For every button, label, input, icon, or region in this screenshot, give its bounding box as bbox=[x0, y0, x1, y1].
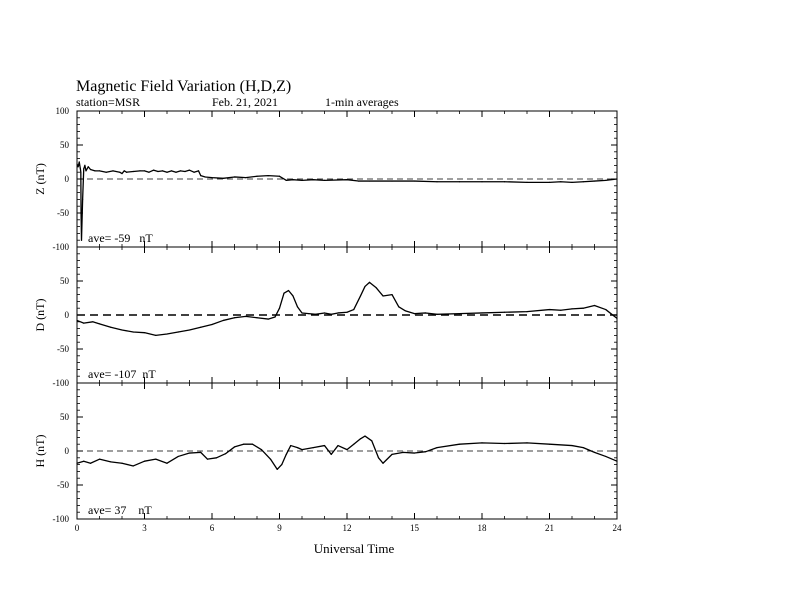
data-point bbox=[124, 170, 125, 171]
data-point bbox=[583, 308, 584, 309]
data-point bbox=[223, 320, 224, 321]
data-point bbox=[315, 314, 316, 315]
data-point bbox=[99, 459, 100, 460]
data-point bbox=[153, 170, 154, 171]
data-point bbox=[121, 173, 122, 174]
data-point bbox=[144, 332, 145, 333]
data-point bbox=[157, 171, 158, 172]
data-point bbox=[268, 318, 269, 319]
data-point bbox=[605, 180, 606, 181]
data-point bbox=[481, 442, 482, 443]
data-point bbox=[481, 312, 482, 313]
data-point bbox=[99, 323, 100, 324]
panels-group bbox=[33, 106, 618, 524]
data-point bbox=[301, 312, 302, 313]
data-point bbox=[126, 172, 127, 173]
data-point bbox=[277, 469, 278, 470]
data-point bbox=[144, 170, 145, 171]
panel-h bbox=[33, 383, 618, 524]
date-label: Feb. 21, 2021 bbox=[212, 95, 278, 109]
data-point bbox=[166, 333, 167, 334]
data-point bbox=[331, 314, 332, 315]
x-axis bbox=[75, 523, 622, 533]
data-point bbox=[313, 447, 314, 448]
data-point bbox=[459, 181, 460, 182]
data-point bbox=[594, 305, 595, 306]
data-point bbox=[605, 456, 606, 457]
data-point bbox=[76, 463, 77, 464]
data-point bbox=[234, 176, 235, 177]
data-point bbox=[252, 444, 253, 445]
data-point bbox=[155, 335, 156, 336]
data-point bbox=[79, 161, 80, 162]
data-point bbox=[391, 454, 392, 455]
data-point bbox=[85, 170, 86, 171]
data-point bbox=[364, 286, 365, 287]
data-point bbox=[369, 180, 370, 181]
data-point bbox=[308, 313, 309, 314]
y-axis-label: D (nT) bbox=[33, 298, 47, 332]
data-point bbox=[583, 447, 584, 448]
data-point bbox=[571, 182, 572, 183]
data-point bbox=[346, 179, 347, 180]
data-point bbox=[369, 282, 370, 283]
x-tick-label: 3 bbox=[142, 523, 147, 533]
averaging-label: 1-min averages bbox=[325, 95, 399, 109]
y-tick-label: -100 bbox=[52, 378, 69, 388]
y-axis-label: H (nT) bbox=[33, 434, 47, 468]
x-tick-label: 6 bbox=[209, 523, 215, 533]
data-point bbox=[360, 295, 361, 296]
data-point bbox=[76, 320, 77, 321]
y-tick-label: 100 bbox=[55, 106, 69, 116]
data-point bbox=[526, 182, 527, 183]
data-point bbox=[583, 181, 584, 182]
data-point bbox=[301, 449, 302, 450]
y-tick-label: -50 bbox=[57, 344, 69, 354]
data-point bbox=[84, 165, 85, 166]
data-point bbox=[436, 314, 437, 315]
data-point bbox=[155, 459, 156, 460]
data-point bbox=[261, 449, 262, 450]
data-point bbox=[391, 180, 392, 181]
y-tick-label: 50 bbox=[60, 140, 69, 150]
data-point bbox=[425, 451, 426, 452]
data-point bbox=[81, 240, 82, 241]
average-label: ave= 37 nT bbox=[88, 503, 152, 517]
data-point bbox=[133, 465, 134, 466]
data-point bbox=[166, 172, 167, 173]
data-point bbox=[121, 329, 122, 330]
data-point bbox=[106, 172, 107, 173]
panel-z bbox=[33, 106, 618, 252]
y-tick-label: -100 bbox=[52, 242, 69, 252]
data-point bbox=[346, 312, 347, 313]
data-point bbox=[110, 461, 111, 462]
data-point bbox=[234, 446, 235, 447]
data-point bbox=[605, 309, 606, 310]
data-point bbox=[243, 444, 244, 445]
station-label: station=MSR bbox=[76, 95, 141, 109]
data-point bbox=[205, 176, 206, 177]
data-point bbox=[162, 170, 163, 171]
y-tick-label: -50 bbox=[57, 480, 69, 490]
data-point bbox=[200, 452, 201, 453]
data-point bbox=[139, 170, 140, 171]
data-point bbox=[353, 444, 354, 445]
data-point bbox=[171, 170, 172, 171]
data-point bbox=[281, 464, 282, 465]
series-line-d bbox=[77, 282, 617, 335]
data-point bbox=[504, 443, 505, 444]
data-point bbox=[193, 172, 194, 173]
data-point bbox=[92, 321, 93, 322]
data-point bbox=[459, 444, 460, 445]
data-point bbox=[571, 445, 572, 446]
data-point bbox=[286, 180, 287, 181]
x-axis-label: Universal Time bbox=[313, 541, 395, 556]
y-tick-label: 0 bbox=[64, 446, 69, 456]
data-point bbox=[301, 180, 302, 181]
data-point bbox=[90, 169, 91, 170]
data-point bbox=[526, 311, 527, 312]
data-point bbox=[560, 181, 561, 182]
data-point bbox=[313, 179, 314, 180]
data-point bbox=[99, 170, 100, 171]
data-point bbox=[436, 181, 437, 182]
data-point bbox=[549, 444, 550, 445]
data-point bbox=[324, 180, 325, 181]
data-point bbox=[292, 295, 293, 296]
data-point bbox=[403, 452, 404, 453]
x-tick-label: 12 bbox=[342, 523, 352, 533]
data-point bbox=[290, 445, 291, 446]
data-point bbox=[279, 308, 280, 309]
data-point bbox=[549, 309, 550, 310]
x-tick-label: 18 bbox=[477, 523, 487, 533]
data-point bbox=[382, 295, 383, 296]
data-point bbox=[560, 310, 561, 311]
average-label: ave= -107 nT bbox=[88, 367, 156, 381]
data-point bbox=[80, 172, 81, 173]
data-point bbox=[331, 454, 332, 455]
data-point bbox=[324, 445, 325, 446]
data-point bbox=[324, 312, 325, 313]
data-point bbox=[346, 449, 347, 450]
data-point bbox=[378, 457, 379, 458]
data-point bbox=[198, 170, 199, 171]
data-point bbox=[549, 182, 550, 183]
data-point bbox=[358, 180, 359, 181]
data-point bbox=[189, 170, 190, 171]
average-label: ave= -59 nT bbox=[88, 231, 153, 245]
data-point bbox=[133, 331, 134, 332]
data-point bbox=[83, 461, 84, 462]
data-point bbox=[121, 463, 122, 464]
data-point bbox=[268, 175, 269, 176]
data-point bbox=[436, 447, 437, 448]
data-point bbox=[245, 177, 246, 178]
y-tick-label: 50 bbox=[60, 412, 69, 422]
data-point bbox=[414, 313, 415, 314]
data-point bbox=[200, 175, 201, 176]
data-point bbox=[225, 453, 226, 454]
data-point bbox=[80, 212, 81, 213]
data-point bbox=[256, 176, 257, 177]
x-tick-label: 24 bbox=[612, 523, 622, 533]
data-point bbox=[110, 327, 111, 328]
data-point bbox=[133, 171, 134, 172]
data-point bbox=[283, 293, 284, 294]
data-point bbox=[216, 457, 217, 458]
data-point bbox=[207, 459, 208, 460]
data-point bbox=[414, 452, 415, 453]
data-point bbox=[83, 168, 84, 169]
data-point bbox=[353, 309, 354, 310]
data-point bbox=[184, 171, 185, 172]
data-point bbox=[211, 324, 212, 325]
data-point bbox=[481, 181, 482, 182]
data-point bbox=[78, 166, 79, 167]
data-point bbox=[376, 287, 377, 288]
data-point bbox=[297, 447, 298, 448]
data-point bbox=[616, 178, 617, 179]
data-point bbox=[178, 331, 179, 332]
y-axis-label: Z (nT) bbox=[33, 163, 47, 195]
series-line-h bbox=[77, 436, 617, 469]
panel-d bbox=[33, 247, 618, 388]
data-point bbox=[90, 463, 91, 464]
data-point bbox=[405, 310, 406, 311]
data-point bbox=[288, 290, 289, 291]
data-point bbox=[76, 163, 77, 164]
data-point bbox=[297, 306, 298, 307]
data-point bbox=[211, 177, 212, 178]
data-point bbox=[292, 179, 293, 180]
data-point bbox=[180, 170, 181, 171]
data-point bbox=[245, 316, 246, 317]
data-point bbox=[594, 180, 595, 181]
data-point bbox=[189, 452, 190, 453]
data-point bbox=[337, 312, 338, 313]
data-point bbox=[371, 440, 372, 441]
data-point bbox=[364, 435, 365, 436]
data-point bbox=[88, 166, 89, 167]
data-point bbox=[571, 308, 572, 309]
data-point bbox=[200, 327, 201, 328]
data-point bbox=[526, 442, 527, 443]
data-point bbox=[414, 180, 415, 181]
data-point bbox=[504, 181, 505, 182]
data-point bbox=[178, 456, 179, 457]
x-tick-label: 21 bbox=[545, 523, 554, 533]
data-point bbox=[175, 172, 176, 173]
y-tick-label: -50 bbox=[57, 208, 69, 218]
data-point bbox=[94, 170, 95, 171]
data-point bbox=[80, 168, 81, 169]
data-point bbox=[82, 199, 83, 200]
data-point bbox=[459, 313, 460, 314]
data-point bbox=[391, 294, 392, 295]
data-point bbox=[425, 312, 426, 313]
x-tick-label: 9 bbox=[277, 523, 282, 533]
data-point bbox=[189, 329, 190, 330]
data-point bbox=[360, 438, 361, 439]
data-point bbox=[148, 172, 149, 173]
y-tick-label: 50 bbox=[60, 276, 69, 286]
x-tick-label: 0 bbox=[74, 523, 80, 533]
data-point bbox=[337, 445, 338, 446]
y-tick-label: -100 bbox=[52, 514, 69, 524]
data-point bbox=[166, 463, 167, 464]
series-line-z bbox=[77, 162, 617, 240]
data-point bbox=[270, 459, 271, 460]
data-point bbox=[112, 170, 113, 171]
y-tick-label: 0 bbox=[64, 310, 69, 320]
y-tick-label: 0 bbox=[64, 174, 69, 184]
data-point bbox=[616, 318, 617, 319]
data-point bbox=[279, 176, 280, 177]
data-point bbox=[274, 316, 275, 317]
data-point bbox=[504, 312, 505, 313]
data-point bbox=[144, 461, 145, 462]
data-point bbox=[83, 323, 84, 324]
data-point bbox=[223, 178, 224, 179]
data-point bbox=[594, 452, 595, 453]
x-tick-label: 15 bbox=[410, 523, 419, 533]
data-point bbox=[286, 454, 287, 455]
data-point bbox=[398, 306, 399, 307]
data-point bbox=[616, 461, 617, 462]
data-point bbox=[234, 317, 235, 318]
chart-title: Magnetic Field Variation (H,D,Z) bbox=[76, 78, 292, 95]
data-point bbox=[382, 463, 383, 464]
data-point bbox=[119, 172, 120, 173]
data-point bbox=[256, 317, 257, 318]
